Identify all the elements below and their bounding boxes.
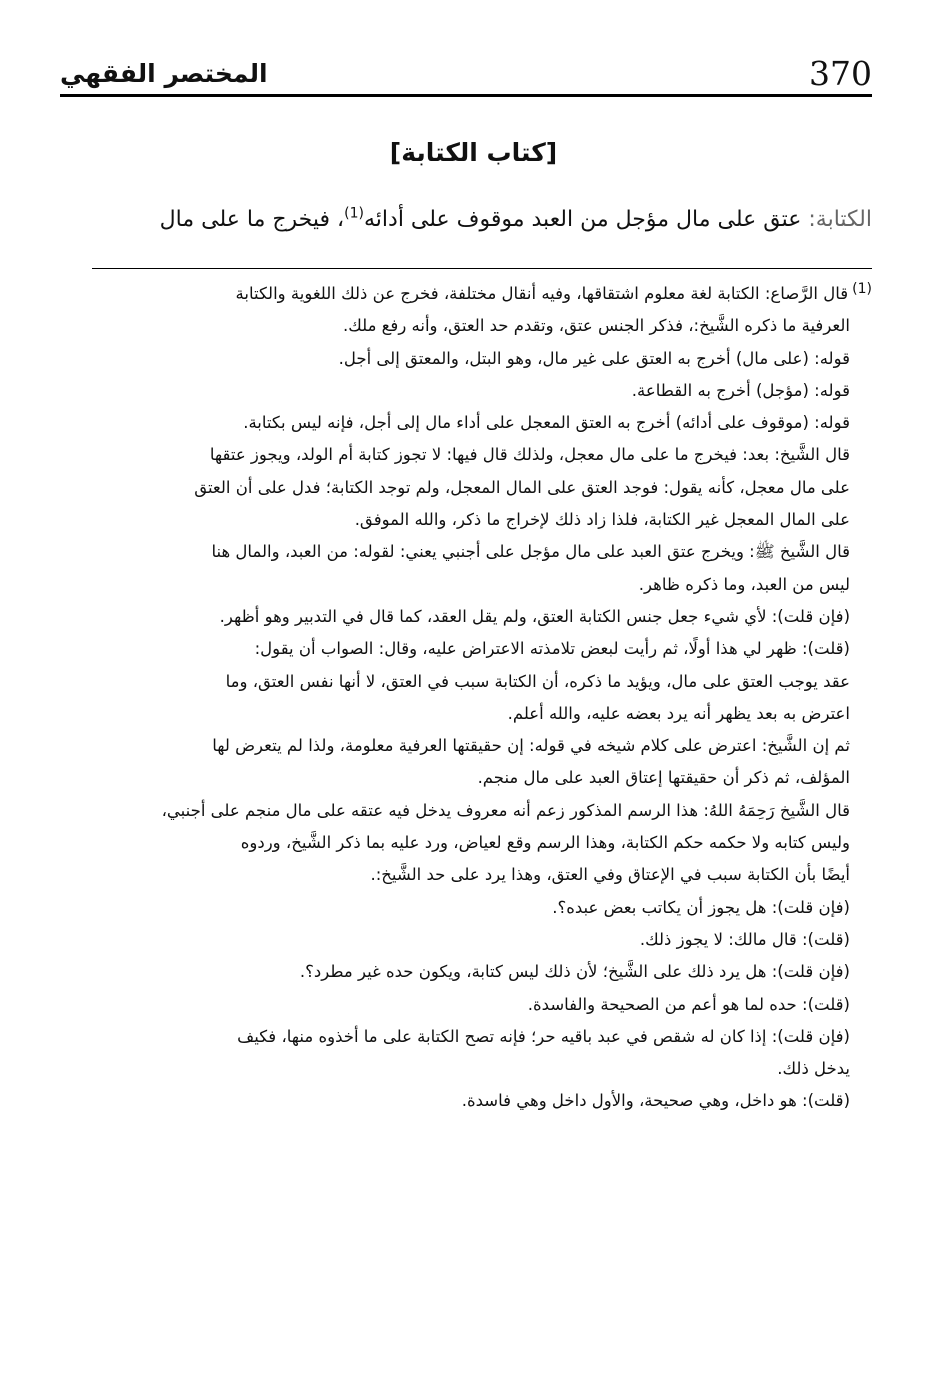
footnote-line: قال الشَّيخ ﷺ: ويخرج عتق العبد على مال مؤجل على أجنبي يعني: لقوله: من العبد، والمال هنا (211, 542, 850, 562)
footnote-line: قوله: (على مال) أخرج به العتق على غير مال، وهو البتل، والمعتق إلى أجل. (338, 348, 850, 368)
footnote-line: عقد يوجب العتق على مال، ويؤيد ما ذكره، أن الكتابة سبب في العتق، لا أنها نفس العتق، وما (225, 671, 850, 691)
footnote-block (95, 278, 872, 1118)
footnote-line: على مال معجل، كأنه يقول: فوجد العتق على المال المعجل، ولم توجد الكتابة؛ فدل على أن العتق (194, 477, 850, 497)
footnote-line: (قلت): قال مالك: لا يجوز ذلك. (639, 929, 850, 949)
footnote-line: (فإن قلت): هل يجوز أن يكاتب بعض عبده؟. (552, 897, 850, 917)
footnote-line: اعترض به بعد يظهر أنه يرد بعضه عليه، والله أعلم. (507, 703, 850, 723)
footnote-line: (قلت): هو داخل، وهي صحيحة، والأول داخل وهي فاسدة. (461, 1091, 850, 1111)
footnote-line: قوله: (مؤجل) أخرج به القطاعة. (631, 380, 850, 400)
footnote-separator (92, 268, 872, 269)
page-number: 370 (809, 54, 872, 93)
footnote-line: ثم إن الشَّيخ: اعترض على كلام شيخه في قوله: إن حقيقتها العرفية معلومة، ولذا لم يتعرض لها (212, 736, 850, 756)
footnote-line: قوله: (موقوف على أدائه) أخرج به العتق المعجل على أداء مال إلى أجل، فإنه ليس بكتابة. (243, 413, 850, 433)
main-text-lead: الكتابة: (808, 207, 872, 232)
footnote-line: على المال المعجل غير الكتابة، فلذا زاد ذلك لإخراج ما ذكر، والله الموفق. (354, 510, 850, 530)
footnote-line: (فإن قلت): هل يرد ذلك على الشَّيخ؛ لأن ذلك ليس كتابة، ويكون حده غير مطرد؟. (299, 962, 850, 982)
footnote-line: (قلت): حده لما هو أعم من الصحيحة والفاسدة. (527, 994, 850, 1014)
footnote-marker: (1) (852, 280, 872, 297)
footnote-line: قال الشَّيخ رَحِمَهُ اللهُ: هذا الرسم المذكور زعم أنه معروف يدخل فيه عتقه على مال منجم على أجنبي، (161, 800, 850, 820)
footnote-line: وليس كتابه ولا حكمه حكم الكتابة، وهذا الرسم وقع لعياض، ورد عليه بما ذكر الشَّيخ، وردوه (240, 833, 850, 853)
footnote-line: (قلت): ظهر لي هذا أولًا، ثم رأيت لبعض تلامذته الاعتراض عليه، وقال: الصواب أن يقول: (254, 639, 850, 659)
footnote-line: (فإن قلت): لأي شيء جعل جنس الكتابة العتق، ولم يقل العقد، كما قال في التدبير وهو أظهر. (219, 606, 850, 626)
footnote-line: العرفية ما ذكره الشَّيخ:، فذكر الجنس عتق، وتقدم حد العتق، وأنه رفع ملك. (342, 316, 850, 336)
footnote-line (95, 278, 872, 310)
main-text-body: عتق على مال مؤجل من العبد موقوف على أدائه (364, 207, 809, 232)
footnote-line: قال الشَّيخ: بعد: فيخرج ما على مال معجل، ولذلك قال فيها: لا تجوز كتابة أم الولد، ويجوز عتقها (209, 445, 850, 465)
running-title: المختصر الفقهي (60, 59, 268, 88)
page-header (60, 48, 872, 97)
footnote-line: يدخل ذلك. (777, 1059, 850, 1079)
footnote-line: ليس من العبد، وما ذكره ظاهر. (638, 574, 850, 594)
chapter-title: [كتاب الكتابة] (389, 138, 558, 167)
footnote-line: (فإن قلت): إذا كان له شقص في عبد باقيه حر؛ فإنه تصح الكتابة على ما أخذوه منها، فكيف (237, 1026, 850, 1046)
footnote-reference: (1) (344, 205, 364, 222)
footnote-line: المؤلف، ثم ذكر أن حقيقتها إعتاق العبد على مال منجم. (477, 768, 850, 788)
footnote-line-text: قال الرَّصاع: الكتابة لغة معلوم اشتقاقها، وفيه أنقال مختلفة، فخرج عن ذلك اللغوية والكتابة (235, 284, 849, 303)
main-text-tail: ، فيخرج ما على مال (159, 207, 345, 232)
footnote-line: أيضًا بأن الكتابة سبب في الإعتاق وفي العتق، وهذا يرد على حد الشَّيخ:. (370, 865, 850, 885)
main-text-line (90, 200, 872, 240)
